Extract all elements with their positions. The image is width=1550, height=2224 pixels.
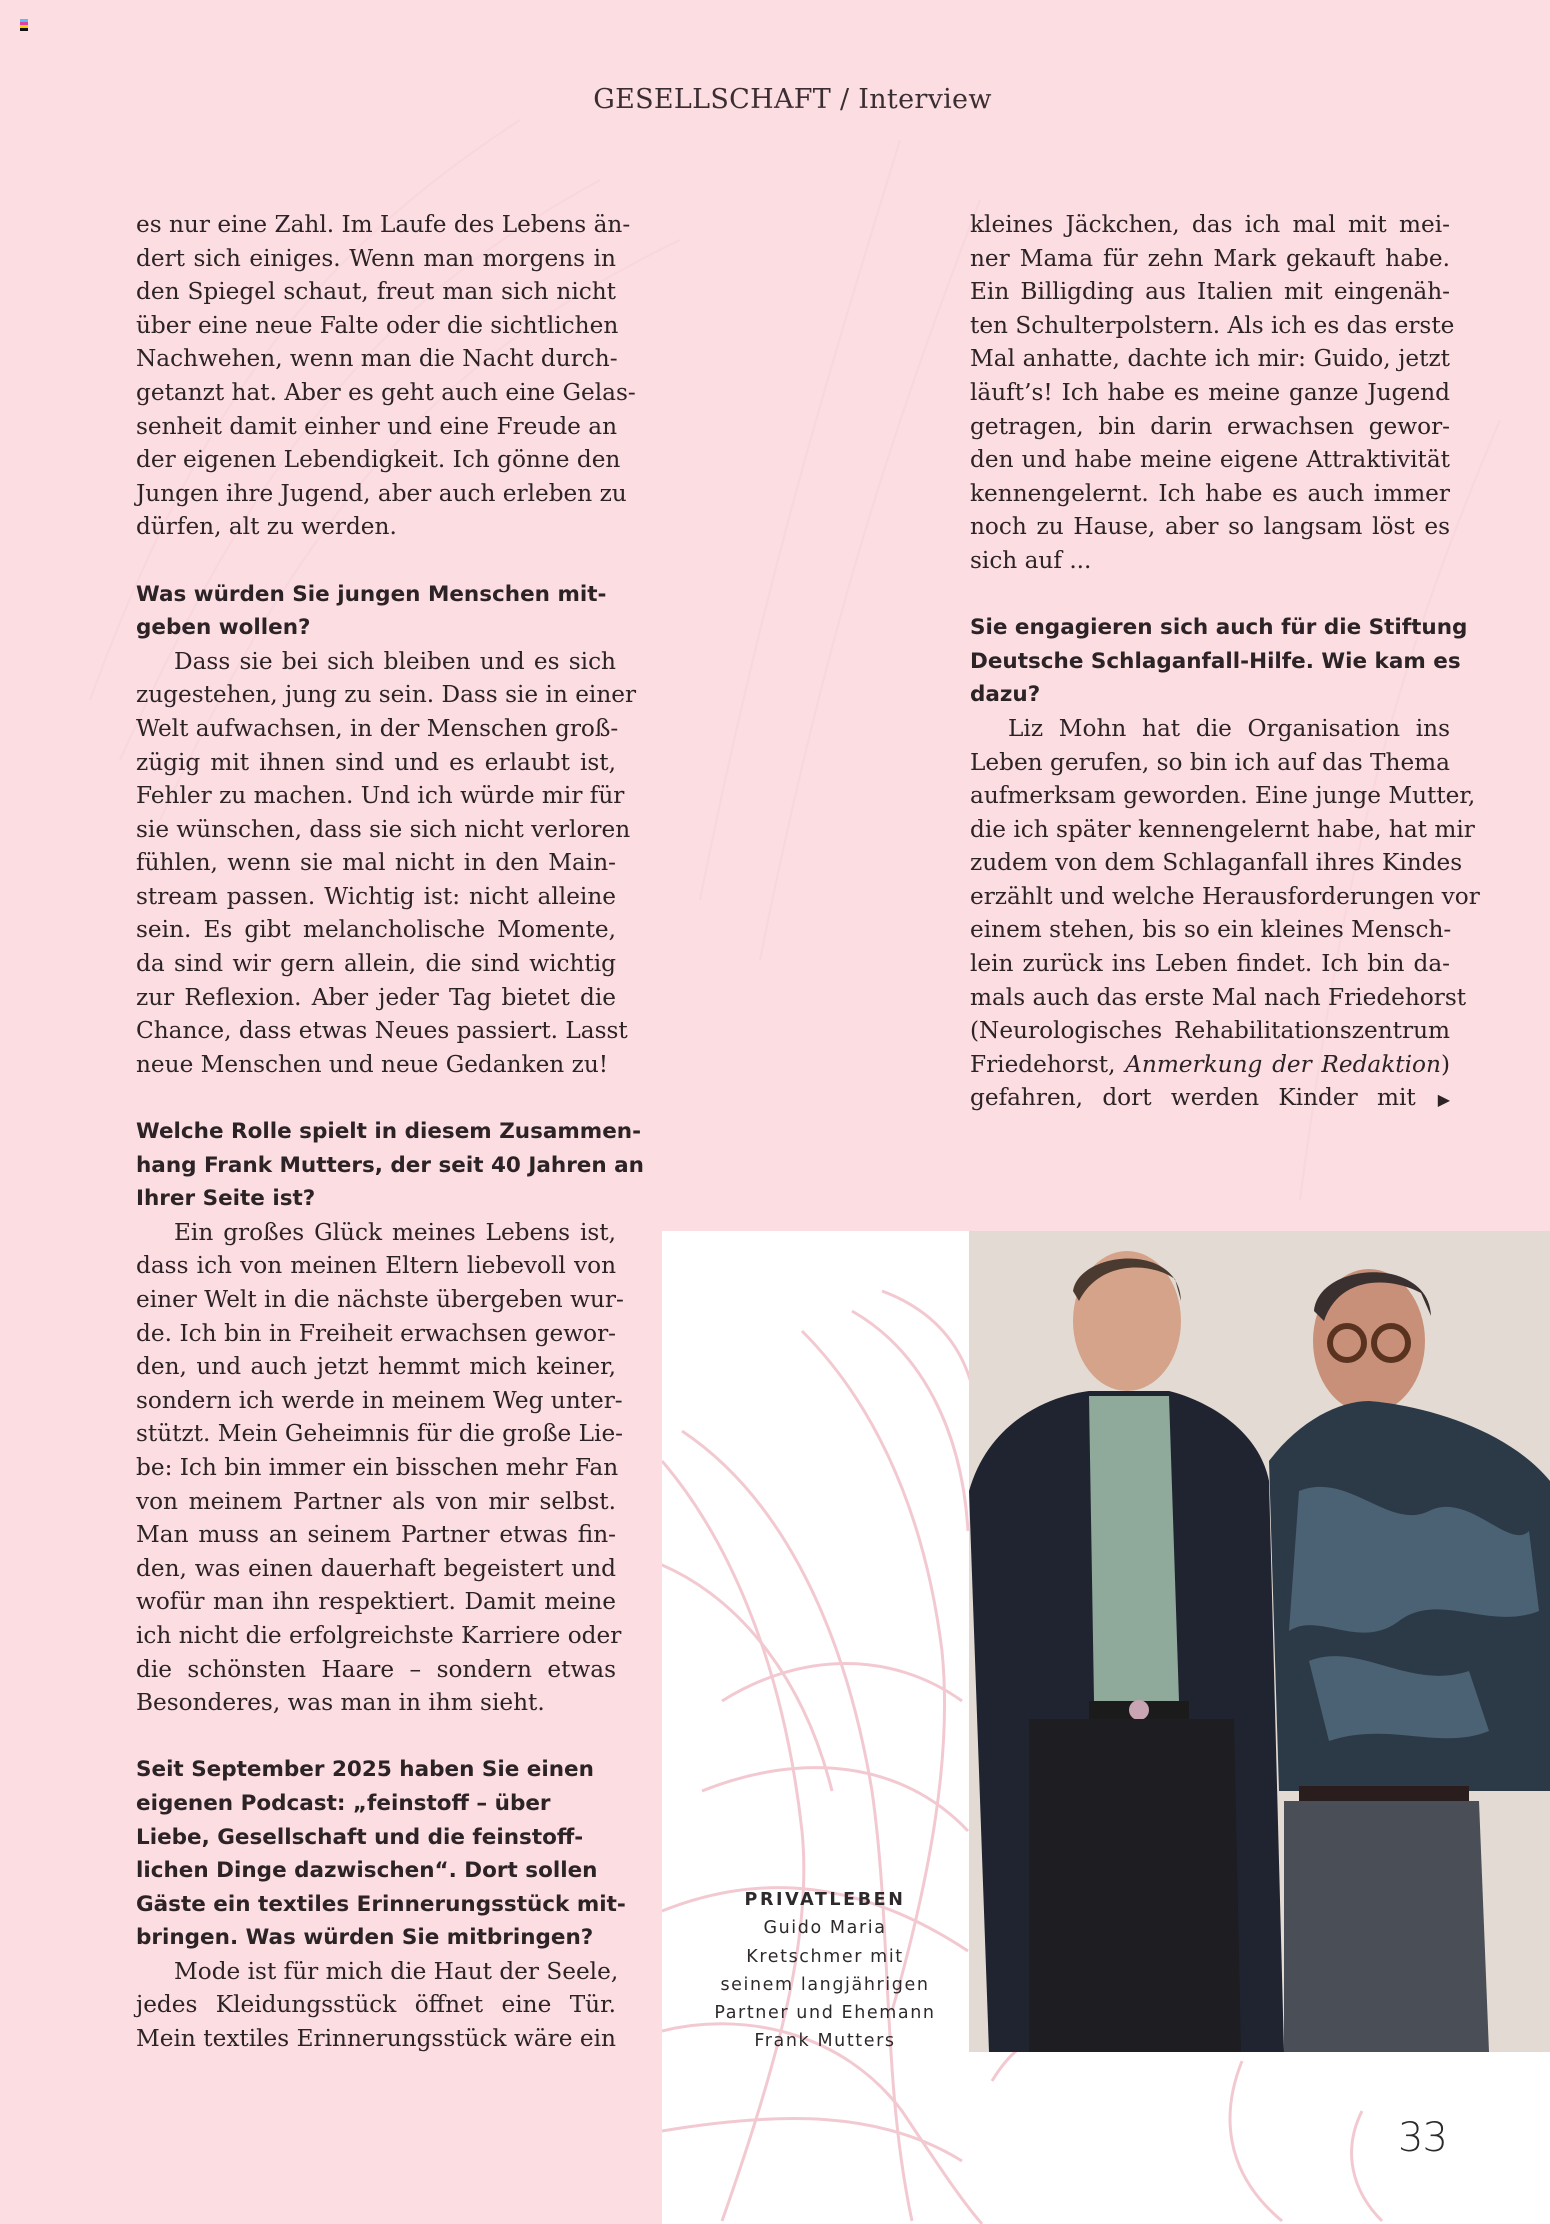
answer-line: stream passen. Wichtig ist: nicht alleine xyxy=(136,882,616,910)
answer-line: lein zurück ins Leben findet. Ich bin da- xyxy=(970,950,1450,978)
text-line: sich auf ... xyxy=(970,546,1092,574)
answer-line: Leben gerufen, so bin ich auf das Thema xyxy=(970,748,1450,776)
photo-caption xyxy=(690,1886,960,2056)
left-column xyxy=(136,208,644,2056)
text-line: dürfen, alt zu werden. xyxy=(136,513,397,541)
question-line: Was würden Sie jungen Menschen mit- xyxy=(136,581,607,607)
answer-line: (Neurologisches Rehabilitationszentrum xyxy=(970,1017,1450,1045)
text-line: Ein Billigding aus Italien mit eingenäh- xyxy=(970,278,1450,306)
answer-line: wofür man ihn respektiert. Damit meine xyxy=(136,1588,616,1616)
answer-line: den, und auch jetzt hemmt mich keiner, xyxy=(136,1353,616,1381)
answer-frank-mutters xyxy=(136,1216,624,1720)
caption-line: Frank Mutters xyxy=(754,2031,896,2052)
answer-line: erzählt und welche Herausforderungen vor xyxy=(970,882,1480,910)
answer-line: von meinem Partner als von mir selbst. xyxy=(136,1487,616,1515)
page-number: 33 xyxy=(1398,2115,1447,2161)
intro-paragraph xyxy=(136,208,636,544)
answer-line: einer Welt in die nächste übergeben wur- xyxy=(136,1286,624,1313)
answer-line: dass ich von meinen Eltern liebevoll von xyxy=(136,1252,616,1280)
question-line: hang Frank Mutters, der seit 40 Jahren an xyxy=(136,1152,644,1178)
answer-line: sein. Es gibt melancholische Momente, xyxy=(136,916,616,944)
answer-line: Man muss an seinem Partner etwas fin- xyxy=(136,1521,616,1549)
print-color-marks xyxy=(20,19,28,31)
answer-line: sie wünschen, dass sie sich nicht verloren xyxy=(136,815,631,843)
answer-line: be: Ich bin immer ein bisschen mehr Fan xyxy=(136,1453,619,1481)
text-line: kennengelernt. Ich habe es auch immer xyxy=(970,479,1450,507)
answer-line: stützt. Mein Geheimnis für die große Lie- xyxy=(136,1420,624,1448)
text-line: Nachwehen, wenn man die Nacht durch- xyxy=(136,345,618,373)
question-line: Liebe, Gesellschaft und die feinstoff- xyxy=(136,1824,584,1850)
answer-stroke-foundation xyxy=(970,712,1480,1117)
text-line: ner Mama für zehn Mark gekauft habe. xyxy=(970,244,1450,272)
text-line: es nur eine Zahl. Im Laufe des Lebens än- xyxy=(136,211,631,238)
answer-line: Dass sie bei sich bleiben und es sich xyxy=(174,647,616,675)
question-podcast xyxy=(136,1753,626,1955)
text-line: der eigenen Lebendigkeit. Ich gönne den xyxy=(136,446,621,474)
text-line: kleines Jäckchen, das ich mal mit mei- xyxy=(970,211,1450,238)
answer-podcast xyxy=(136,1955,619,2056)
question-line: lichen Dinge dazwischen“. Dort sollen xyxy=(136,1858,598,1884)
continued-paragraph xyxy=(970,208,1455,578)
question-frank-mutters xyxy=(136,1115,644,1216)
text-line: den Spiegel schaut, freut man sich nicht xyxy=(136,278,616,306)
answer-line: zugestehen, jung zu sein. Dass sie in einer xyxy=(136,681,637,709)
answer-line: zudem von dem Schlaganfall ihres Kindes xyxy=(970,849,1463,877)
answer-line: de. Ich bin in Freiheit erwachsen gewor- xyxy=(136,1319,616,1347)
text-line: läuft’s! Ich habe es meine ganze Jugend xyxy=(970,378,1450,406)
couple-photo-illustration xyxy=(969,1231,1550,2052)
caption-line: Kretschmer mit xyxy=(746,1946,904,1967)
answer-line: die schönsten Haare – sondern etwas xyxy=(136,1655,616,1683)
answer-line: aufmerksam geworden. Eine junge Mutter, xyxy=(970,782,1476,810)
answer-line: Mein textiles Erinnerungsstück wäre ein xyxy=(136,2025,616,2053)
answer-line: jedes Kleidungsstück öffnet eine Tür. xyxy=(136,1991,616,2019)
question-line: eigenen Podcast: „feinstoff – über xyxy=(136,1790,551,1816)
question-line: bringen. Was würden Sie mitbringen? xyxy=(136,1925,594,1951)
answer-line: Ein großes Glück meines Lebens ist, xyxy=(174,1218,616,1246)
answer-line: zur Reflexion. Aber jeder Tag bietet die xyxy=(136,983,616,1011)
answer-line: da sind wir gern allein, die sind wichtig xyxy=(136,950,616,978)
question-line: Gäste ein textiles Erinnerungsstück mit- xyxy=(136,1891,626,1917)
text-line: noch zu Hause, aber so langsam löst es xyxy=(970,513,1450,541)
answer-line: Besonderes, was man in ihm sieht. xyxy=(136,1689,545,1717)
caption-line: seinem langjährigen xyxy=(720,1974,930,1995)
answer-line: gefahren, dort werden Kinder mit ▶ xyxy=(970,1084,1450,1112)
answer-line: Liz Mohn hat die Organisation ins xyxy=(1008,714,1450,742)
question-stroke-foundation xyxy=(970,611,1468,712)
question-young-people xyxy=(136,578,616,645)
answer-line: neue Menschen und neue Gedanken zu! xyxy=(136,1050,609,1078)
answer-line: den, was einen dauerhaft begeistert und xyxy=(136,1554,616,1582)
text-line: senheit damit einher und eine Freude an xyxy=(136,412,618,440)
text-line: Jungen ihre Jugend, aber auch erleben zu xyxy=(136,479,627,507)
section-header: GESELLSCHAFT / Interview xyxy=(593,84,992,115)
question-line: Deutsche Schlaganfall-Hilfe. Wie kam es xyxy=(970,648,1461,674)
answer-line: mals auch das erste Mal nach Friedehorst xyxy=(970,983,1467,1011)
question-line: Sie engagieren sich auch für die Stiftung xyxy=(970,615,1468,641)
caption-title: PRIVATLEBEN xyxy=(744,1890,906,1910)
answer-line: fühlen, wenn sie mal nicht in den Main- xyxy=(136,849,616,877)
answer-line: Friedehorst, Anmerkung der Redaktion) xyxy=(970,1050,1450,1078)
right-column xyxy=(970,208,1480,1117)
answer-line: einem stehen, bis so ein kleines Mensch- xyxy=(970,916,1452,944)
answer-line: ich nicht die erfolgreichste Karriere oder xyxy=(136,1621,622,1649)
answer-line: sondern ich werde in meinem Weg unter- xyxy=(136,1386,623,1414)
question-line: Seit September 2025 haben Sie einen xyxy=(136,1757,594,1783)
question-line: dazu? xyxy=(970,682,1041,708)
text-line: ten Schulterpolstern. Als ich es das erste xyxy=(970,311,1455,339)
caption-line: Guido Maria xyxy=(763,1918,887,1939)
answer-line: zügig mit ihnen sind und es erlaubt ist, xyxy=(136,748,616,776)
answer-line: Welt aufwachsen, in der Menschen groß- xyxy=(136,714,619,742)
text-line: den und habe meine eigene Attraktivität xyxy=(970,446,1450,474)
editor-note: Anmerkung der Redaktion xyxy=(1125,1050,1441,1078)
answer-line: Chance, dass etwas Neues passiert. Lasst xyxy=(136,1017,628,1045)
text-line: getragen, bin darin erwachsen gewor- xyxy=(970,412,1450,440)
text-line: getanzt hat. Aber es geht auch eine Gelas- xyxy=(136,378,636,406)
continue-arrow-icon: ▶ xyxy=(1425,1090,1450,1110)
text-line: über eine neue Falte oder die sichtlichen xyxy=(136,311,619,339)
answer-young-people xyxy=(136,645,637,1082)
couple-photo xyxy=(969,1231,1550,2052)
answer-line: Mode ist für mich die Haut der Seele, xyxy=(174,1957,619,1985)
answer-line: die ich später kennengelernt habe, hat mir xyxy=(970,815,1475,843)
question-line: geben wollen? xyxy=(136,615,311,641)
text-line: dert sich einiges. Wenn man morgens in xyxy=(136,244,616,272)
question-line: Welche Rolle spielt in diesem Zusammen- xyxy=(136,1119,642,1145)
caption-line: Partner und Ehemann xyxy=(714,2003,936,2024)
question-line: Ihrer Seite ist? xyxy=(136,1186,316,1212)
text-line: Mal anhatte, dachte ich mir: Guido, jetzt xyxy=(970,345,1450,373)
answer-line: Fehler zu machen. Und ich würde mir für xyxy=(136,782,625,810)
